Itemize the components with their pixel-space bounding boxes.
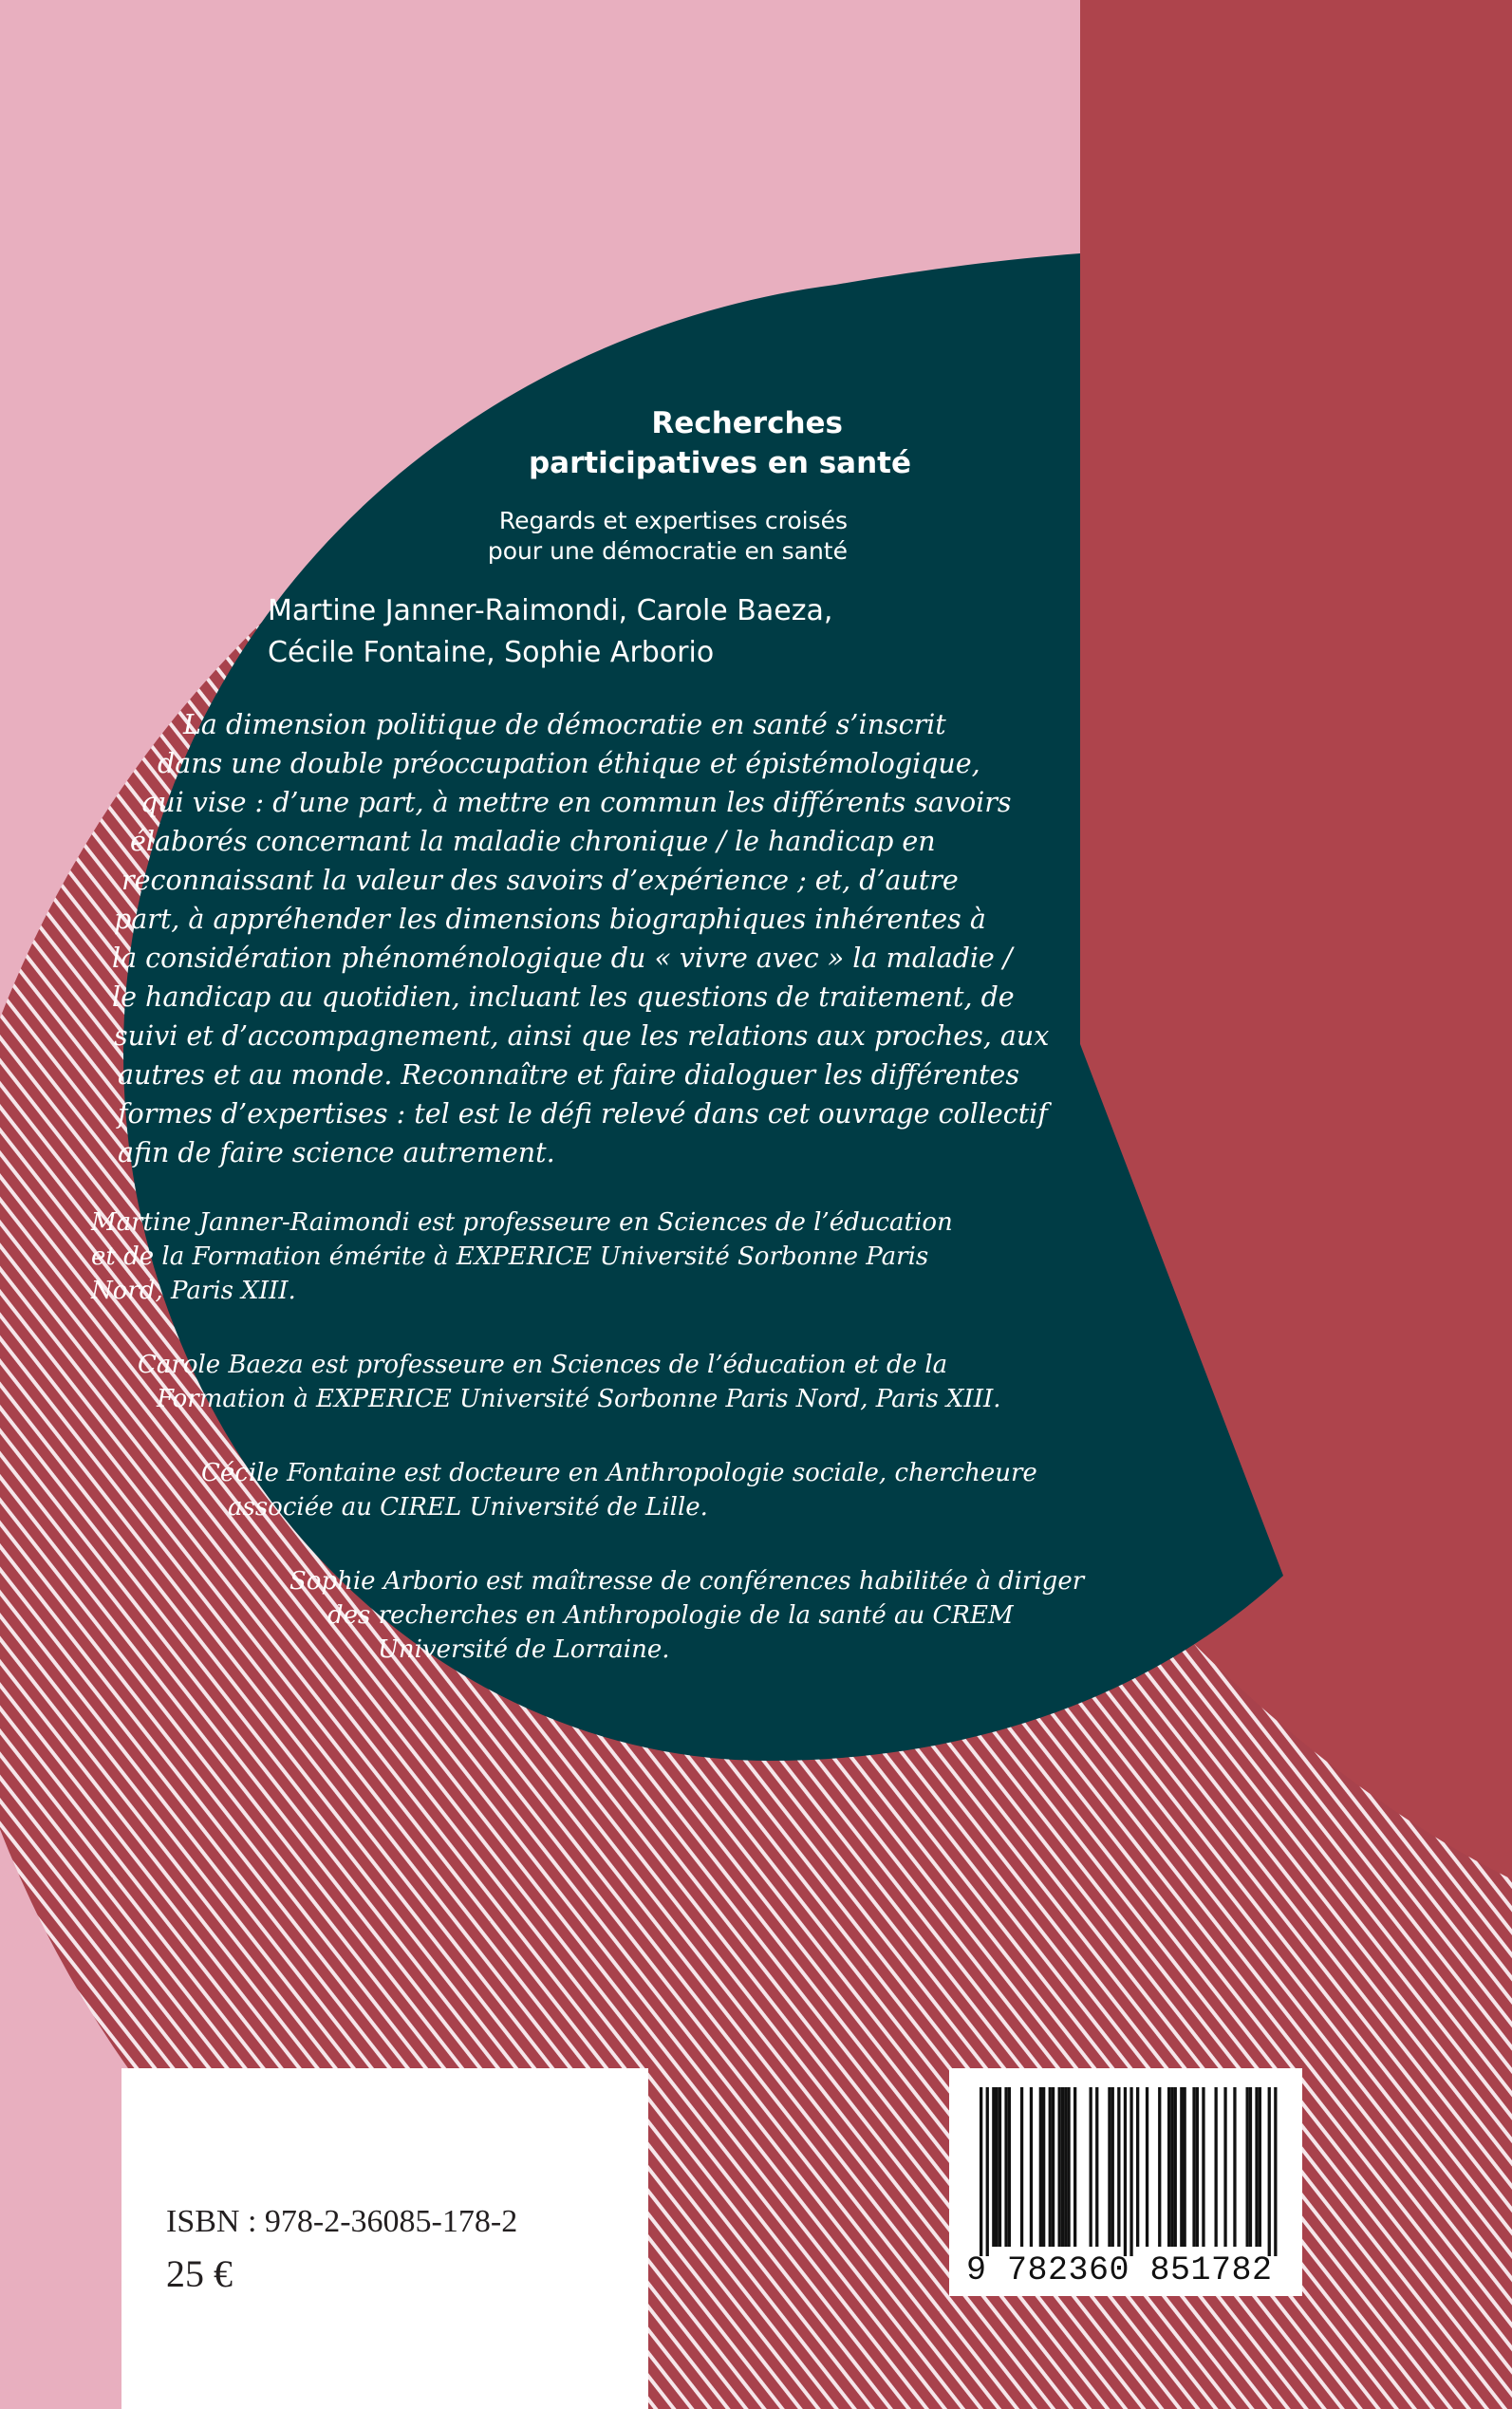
barcode-bar xyxy=(1049,2087,1052,2247)
barcode-bar xyxy=(992,2087,995,2247)
barcode-bar xyxy=(1030,2087,1033,2247)
barcode-bar xyxy=(1174,2087,1177,2247)
barcode-bar xyxy=(1196,2087,1199,2247)
barcode-bar xyxy=(1124,2087,1127,2256)
isbn-number: ISBN : 978-2-36085-178-2 xyxy=(166,2204,518,2239)
barcode-bar xyxy=(1246,2087,1249,2247)
authors-line-2: Cécile Fontaine, Sophie Arborio xyxy=(268,636,715,669)
barcode-bar xyxy=(1058,2087,1061,2247)
barcode-bar xyxy=(1274,2087,1277,2256)
title-line-2: participatives en santé xyxy=(528,446,911,480)
barcode-bar xyxy=(986,2087,989,2256)
book-authors xyxy=(268,590,832,674)
blurb-line: la considération phénoménologique du « vivre avec » la maladie / xyxy=(112,943,1013,974)
blurb-line: suivi et d’accompagnement, ainsi que les relations aux proches, aux xyxy=(114,1020,1050,1052)
barcode-bar xyxy=(1249,2087,1252,2247)
blurb-line: élaborés concernant la maladie chronique / le handicap en xyxy=(130,826,936,857)
barcode-bar xyxy=(1259,2087,1261,2247)
barcode-bar xyxy=(1268,2087,1271,2256)
barcode-bar xyxy=(1004,2087,1007,2247)
barcode-bar xyxy=(1052,2087,1055,2247)
bio-line: des recherches en Anthropologie de la santé au CREM xyxy=(327,1601,1014,1630)
book-subtitle xyxy=(0,506,848,567)
barcode-bar xyxy=(1108,2087,1111,2247)
blurb-line: La dimension politique de démocratie en santé s’inscrit xyxy=(183,709,946,740)
barcode-bar xyxy=(1167,2087,1170,2247)
bio-line: Sophie Arborio est maîtresse de conférences habilitée à diriger xyxy=(289,1567,1085,1596)
bio-line: Martine Janner-Raimondi est professeure en Sciences de l’éducation xyxy=(91,1208,953,1237)
bio-line: Nord, Paris XIII. xyxy=(91,1277,296,1305)
barcode-bar xyxy=(1061,2087,1064,2247)
barcode-bar xyxy=(1136,2087,1139,2247)
bio-line: Cécile Fontaine est docteure en Anthropologie sociale, chercheure xyxy=(201,1459,1037,1487)
barcode-bar xyxy=(980,2087,982,2256)
barcode-bar xyxy=(1223,2087,1226,2247)
barcode-bar xyxy=(1073,2087,1076,2247)
blurb-line: reconnaissant la valeur des savoirs d’expérience ; et, d’autre xyxy=(121,865,959,896)
barcode-bar xyxy=(1111,2087,1114,2247)
barcode-bar xyxy=(1233,2087,1236,2247)
blurb-line: part, à appréhender les dimensions biographiques inhérentes à xyxy=(114,904,986,935)
blurb-line: le handicap au quotidien, incluant les questions de traitement, de xyxy=(112,981,1015,1013)
bio-line: Formation à EXPERICE Université Sorbonne Paris Nord, Paris XIII. xyxy=(157,1385,1001,1413)
barcode-bar xyxy=(1039,2087,1042,2247)
book-title xyxy=(0,403,911,483)
blurb-line: dans une double préoccupation éthique et épistémologique, xyxy=(158,748,980,779)
subtitle-line-1: Regards et expertises croisés xyxy=(498,507,848,534)
barcode-bar xyxy=(1095,2087,1098,2247)
bio-line: Carole Baeza est professeure en Sciences de l’éducation et de la xyxy=(138,1351,948,1379)
barcode-bar xyxy=(996,2087,999,2247)
blurb-line: afin de faire science autrement. xyxy=(118,1137,555,1168)
barcode-bar xyxy=(999,2087,1001,2247)
barcode-bar xyxy=(1202,2087,1204,2247)
barcode-bar xyxy=(1117,2087,1120,2247)
barcode-digits: 9 782360 851782 xyxy=(966,2251,1273,2289)
barcode-bar xyxy=(1020,2087,1023,2247)
price: 25 € xyxy=(166,2252,233,2295)
barcode-bar xyxy=(1008,2087,1011,2247)
blurb-line: qui vise : d’une part, à mettre en commun les différents savoirs xyxy=(140,787,1012,818)
barcode-bar xyxy=(1090,2087,1092,2247)
barcode-bar xyxy=(1129,2087,1132,2256)
barcode-bar xyxy=(1192,2087,1195,2247)
barcode-bar xyxy=(1215,2087,1218,2247)
bio-line: associée au CIREL Université de Lille. xyxy=(228,1493,708,1522)
blurb-line: autres et au monde. Reconnaître et faire dialoguer les différentes xyxy=(118,1059,1020,1091)
barcode-bar xyxy=(1042,2087,1045,2247)
barcode-bar xyxy=(1067,2087,1070,2247)
subtitle-line-2: pour une démocratie en santé xyxy=(487,537,848,565)
barcode-bar xyxy=(1146,2087,1148,2247)
blurb-line: formes d’expertises : tel est le défi relevé dans cet ouvrage collectif xyxy=(118,1098,1048,1130)
title-line-1: Recherches xyxy=(651,406,843,440)
barcode-bar xyxy=(1170,2087,1173,2247)
barcode-bar xyxy=(1180,2087,1183,2247)
barcode-bar xyxy=(1064,2087,1067,2247)
barcode-bar xyxy=(1158,2087,1161,2247)
barcode-bar xyxy=(1255,2087,1258,2247)
barcode-bar xyxy=(1184,2087,1186,2247)
authors-line-1: Martine Janner-Raimondi, Carole Baeza, xyxy=(268,594,833,627)
bio-line: Université de Lorraine. xyxy=(378,1635,670,1664)
bio-line: et de la Formation émérite à EXPERICE Université Sorbonne Paris xyxy=(91,1242,929,1271)
